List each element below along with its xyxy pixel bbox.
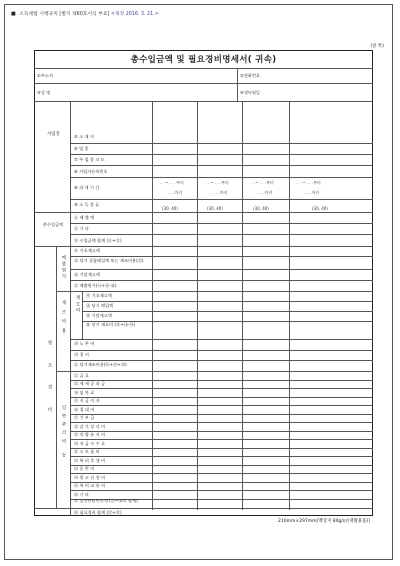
sub-col-divider <box>70 246 71 516</box>
cost-of-sales-label: 매출원가 <box>61 255 66 281</box>
income-code: (30, 40) <box>253 206 269 211</box>
sales-row: ⑪ 매 출 액 <box>74 215 95 220</box>
tax-period-row: ⑨ 과 세 기 간 <box>74 185 100 190</box>
revenue-total-row: ⑬ 수입금액 합계 (⑪+⑫) <box>74 238 122 243</box>
row-divider <box>70 414 373 415</box>
row-divider <box>82 311 373 312</box>
income-code: (30, 40) <box>312 206 328 211</box>
industry-row: ⑥ 업 종 <box>74 146 89 151</box>
period-to: . . .까지 <box>305 190 320 195</box>
name-label: ③성 명 <box>37 90 51 95</box>
row-divider <box>82 301 373 302</box>
paper-spec: 210mm×297mm[백상지 80g/㎡(재활용품)] <box>278 519 370 524</box>
row-divider <box>70 165 373 166</box>
address-label: ①주소지 <box>37 73 53 78</box>
value-col-divider <box>242 101 243 510</box>
material-label: 재료비 <box>75 295 80 315</box>
phone-label: ②전화번호 <box>240 73 260 78</box>
sub-col-divider <box>82 291 83 339</box>
row-divider <box>70 177 373 178</box>
row-divider <box>70 448 373 449</box>
sga-row: ㉛ 소 모 품 비 <box>74 449 100 454</box>
expense-section-label: 필요경비 <box>47 340 52 430</box>
form-header <box>11 10 381 17</box>
sga-row: ㉜ 복 리 후 생 비 <box>74 457 106 463</box>
amendment-date: <개정 2016. 3. 21.> <box>110 12 159 17</box>
mfg-expense-row: ⑳ 경 비 <box>74 352 89 357</box>
row-divider <box>70 431 373 432</box>
income-code: (30, 40) <box>162 206 178 211</box>
row-divider <box>70 256 373 257</box>
row-divider <box>70 456 373 457</box>
row-divider <box>70 154 373 155</box>
location-row: ⑤ 소 재 지 <box>74 134 94 139</box>
sga-row: ㉚ 지 급 수 수 료 <box>74 440 106 446</box>
value-col-divider <box>197 101 198 510</box>
material-closing-row: ㉰ 기말재고액 <box>86 313 112 318</box>
sga-row: ㉝ 운 반 비 <box>74 466 95 471</box>
law-reference: 소득세법 시행규칙 [별지 제60호서식 부표] <box>19 12 110 17</box>
mfg-cost-row: ㉑ 당기제조비용(⑱+⑲+⑳) <box>74 362 127 367</box>
sga-row: ㉞ 광 고 선 전 비 <box>74 474 106 480</box>
row-divider <box>70 143 373 144</box>
value-col-divider <box>152 101 153 510</box>
closing-inventory-row: ⑯ 기말재고액 <box>74 272 100 277</box>
period-to: . . .까지 <box>213 190 228 195</box>
sga-row: ㉔ 임 차 료 <box>74 389 95 395</box>
row-divider <box>70 199 373 200</box>
row-divider <box>70 223 373 224</box>
birthdate-label: ④생년월일 <box>240 90 260 95</box>
page-label: (앞 쪽) <box>370 44 384 49</box>
income-code: (30, 40) <box>207 206 223 211</box>
purchases-row: ⑮ 당기 상품매입액 또는 제조비용(⑰) <box>74 258 144 263</box>
row-divider <box>70 380 373 381</box>
sga-row: ㉕ 지 급 이 자 <box>74 398 100 403</box>
sga-row: ㉗ 기 부 금 <box>74 415 95 420</box>
sga-row: ㉙ 차 량 유 지 비 <box>74 432 106 437</box>
sga-row: ㉟ 여 비 교 통 비 <box>74 483 106 488</box>
expense-total-row: ㊳ 필요경비 합계 (⑰+㊲) <box>74 510 122 515</box>
material-purchase-row: ㉯ 당기 매입액 <box>86 303 114 308</box>
industry-code-row: ⑦ 주 업 종 코 드 <box>74 157 105 162</box>
period-to: . . .까지 <box>168 190 183 195</box>
title-divider <box>34 68 373 69</box>
section-divider <box>34 212 373 213</box>
section-divider <box>34 508 373 509</box>
registration-row: ⑧ 사업자등록번호 <box>74 169 108 174</box>
row-divider <box>70 422 373 423</box>
period-from: . . ~ . . .부터 <box>205 180 229 185</box>
labor-row: ⑲ 노 무 비 <box>74 341 95 346</box>
income-type-row: ⑩ 소 득 종 류 <box>74 202 100 207</box>
period-from: . . ~ . . .부터 <box>160 180 184 185</box>
row-divider <box>70 405 373 406</box>
sga-row: ㊲ 일반관리비등계 (㉒~㊱의 합계) <box>74 499 138 503</box>
period-from: . . ~ . . .부터 <box>250 180 274 185</box>
row-divider <box>70 439 373 440</box>
row-divider <box>82 321 373 322</box>
row-divider <box>56 291 373 292</box>
row-divider <box>34 83 373 84</box>
row-divider <box>70 465 373 466</box>
value-col-divider <box>289 101 290 510</box>
material-opening-row: ㉮ 기초재고액 <box>86 293 112 298</box>
sga-row: ㉒ 급 료 <box>74 372 89 378</box>
row-divider <box>56 371 373 372</box>
sga-row: ㊱ 기 타 <box>74 491 89 497</box>
row-divider <box>34 101 373 102</box>
row-divider <box>70 280 373 281</box>
row-divider <box>70 490 373 491</box>
sga-row: ㉓ 제 세 공 과 금 <box>74 381 106 386</box>
row-divider <box>70 397 373 398</box>
row-divider <box>70 473 373 474</box>
opening-inventory-row: ⑭ 기초재고액 <box>74 248 100 253</box>
row-divider <box>70 388 373 389</box>
manufacturing-label: 제조비용 <box>61 300 66 338</box>
revenue-section-label: 총수입금액 <box>42 222 64 227</box>
material-cost-row: ㉱ 당기 재료비 (㉮+㉯-㉰) <box>86 322 136 327</box>
row-divider <box>70 339 373 340</box>
period-from: . . ~ . . .부터 <box>297 180 321 185</box>
cost-of-sales-row: ⑰ 매출원가(⑭+⑮-⑯) <box>74 283 117 288</box>
row-divider <box>70 269 373 270</box>
row-divider <box>70 234 373 235</box>
col-divider <box>237 68 238 101</box>
row-divider <box>70 482 373 483</box>
row-divider <box>70 350 373 351</box>
business-section-label: 사업장 <box>47 132 60 137</box>
sga-row: ㉖ 접 대 비 <box>74 406 95 412</box>
other-revenue-row: ⑫ 기 타 <box>74 226 89 231</box>
section-divider <box>34 246 373 247</box>
header-marker: ■ <box>11 11 16 17</box>
sub-col-divider <box>56 246 57 508</box>
sga-row: ㉘ 감 가 상 각 비 <box>74 423 106 429</box>
period-to: . . .까지 <box>258 190 273 195</box>
sga-label: 일반관리비 등 <box>61 405 66 461</box>
form-title: 총수입금액 및 필요경비명세서( 귀속) <box>130 55 277 65</box>
row-divider <box>70 360 373 361</box>
